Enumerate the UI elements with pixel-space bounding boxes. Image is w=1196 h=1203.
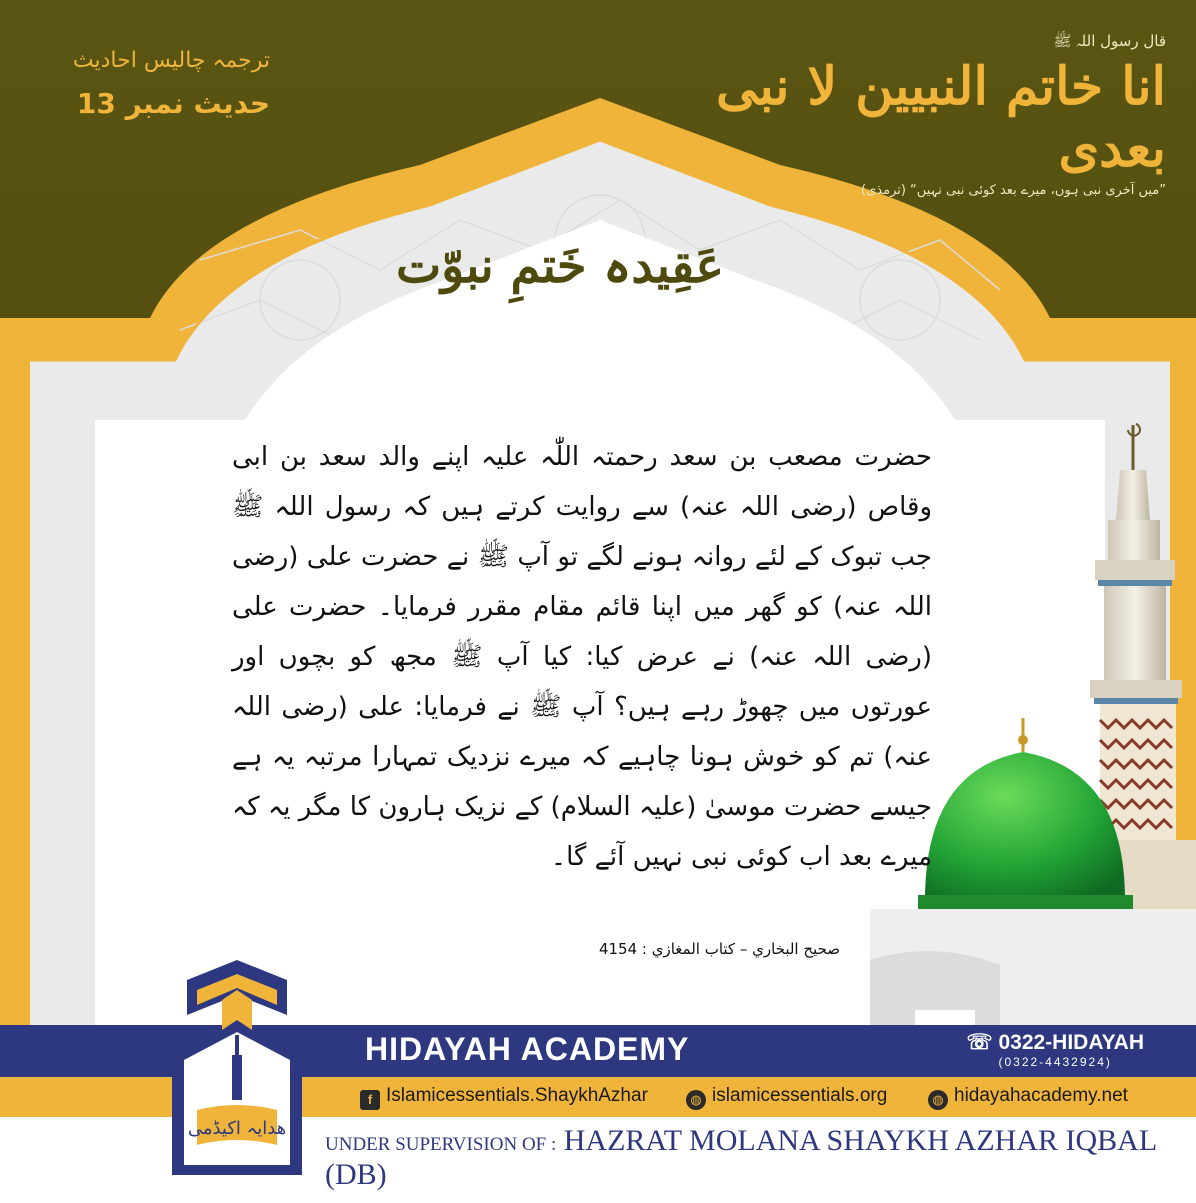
hadith-translation: ”میں آخری نبی ہوں، میرے بعد کوئی نبی نہیں“ (ترمذی) xyxy=(861,182,1166,198)
main-title: عَقِیدہ خَتمِ نبوّت xyxy=(395,238,725,294)
globe-icon: ◍ xyxy=(686,1090,706,1110)
brand-name: HIDAYAH ACADEMY xyxy=(365,1031,690,1067)
hidayah-logo xyxy=(162,960,312,1185)
website-link-hidayahacademy[interactable]: ◍ hidayahacademy.net xyxy=(928,1085,1128,1110)
facebook-icon: f xyxy=(360,1090,380,1110)
hadith-reference: صحيح البخاري – كتاب المغازي : 4154 xyxy=(598,940,840,958)
phone-block[interactable] xyxy=(966,1030,1144,1069)
supervisor-name: HAZRAT MOLANA SHAYKH AZHAR IQBAL (DB) xyxy=(325,1124,1157,1191)
supervision-label: UNDER SUPERVISION OF : xyxy=(325,1134,557,1155)
hadith-body: حضرت مصعب بن سعد رحمتہ اللّٰہ علیہ اپنے والد سعد بن ابی وقاص (رضی اللہ عنہ) سے روایت کرتے ہیں کہ رسول اللہ ﷺ جب تبوک کے لئے روانہ ہونے لگے تو آپ ﷺ نے حضرت علی (رضی اللہ عنہ) کو گھر میں اپنا قائم مقام مقرر فرمایا۔ حضرت علی (رضی اللہ عنہ) نے عرض کیا: کیا آپ ﷺ مجھ کو بچوں اور عورتوں میں چھوڑ رہے ہیں؟ آپ ﷺ نے فرمایا: علی (رضی اللہ عنہ) تم کو خوش ہونا چاہیے کہ میرے نزدیک تمہارا مرتبہ یہ ہے جیسے حضرت موسیٰ (علیہ السلام) کے نزیک ہارون کا مگر یہ کہ میرے بعد اب کوئی نبی نہیں آئے گا۔ xyxy=(232,442,932,872)
website-link-islamicessentials[interactable]: ◍ islamicessentials.org xyxy=(686,1085,887,1110)
qala-text: قال رسول اللہ ﷺ xyxy=(1053,32,1166,50)
hadith-header xyxy=(706,32,1166,198)
hadith-number: حدیث نمبر 13 xyxy=(76,87,270,120)
phone-number[interactable]: ☏ 0322-HIDAYAH xyxy=(966,1031,1144,1054)
supervision-line xyxy=(325,1124,1165,1192)
arabic-hadith-title: انا خاتم النبیین لا نبی بعدی xyxy=(715,56,1166,180)
facebook-link[interactable]: f Islamicessentials.ShaykhAzhar xyxy=(360,1085,648,1110)
phone-icon: ☏ xyxy=(966,1031,993,1054)
series-header xyxy=(30,48,270,120)
series-title: ترجمہ چالیس احادیث xyxy=(72,48,270,73)
logo-text: ھدایہ اکیڈمی xyxy=(187,1118,287,1139)
globe-icon: ◍ xyxy=(928,1090,948,1110)
phone-digits: (0322-4432924) xyxy=(998,1055,1112,1069)
